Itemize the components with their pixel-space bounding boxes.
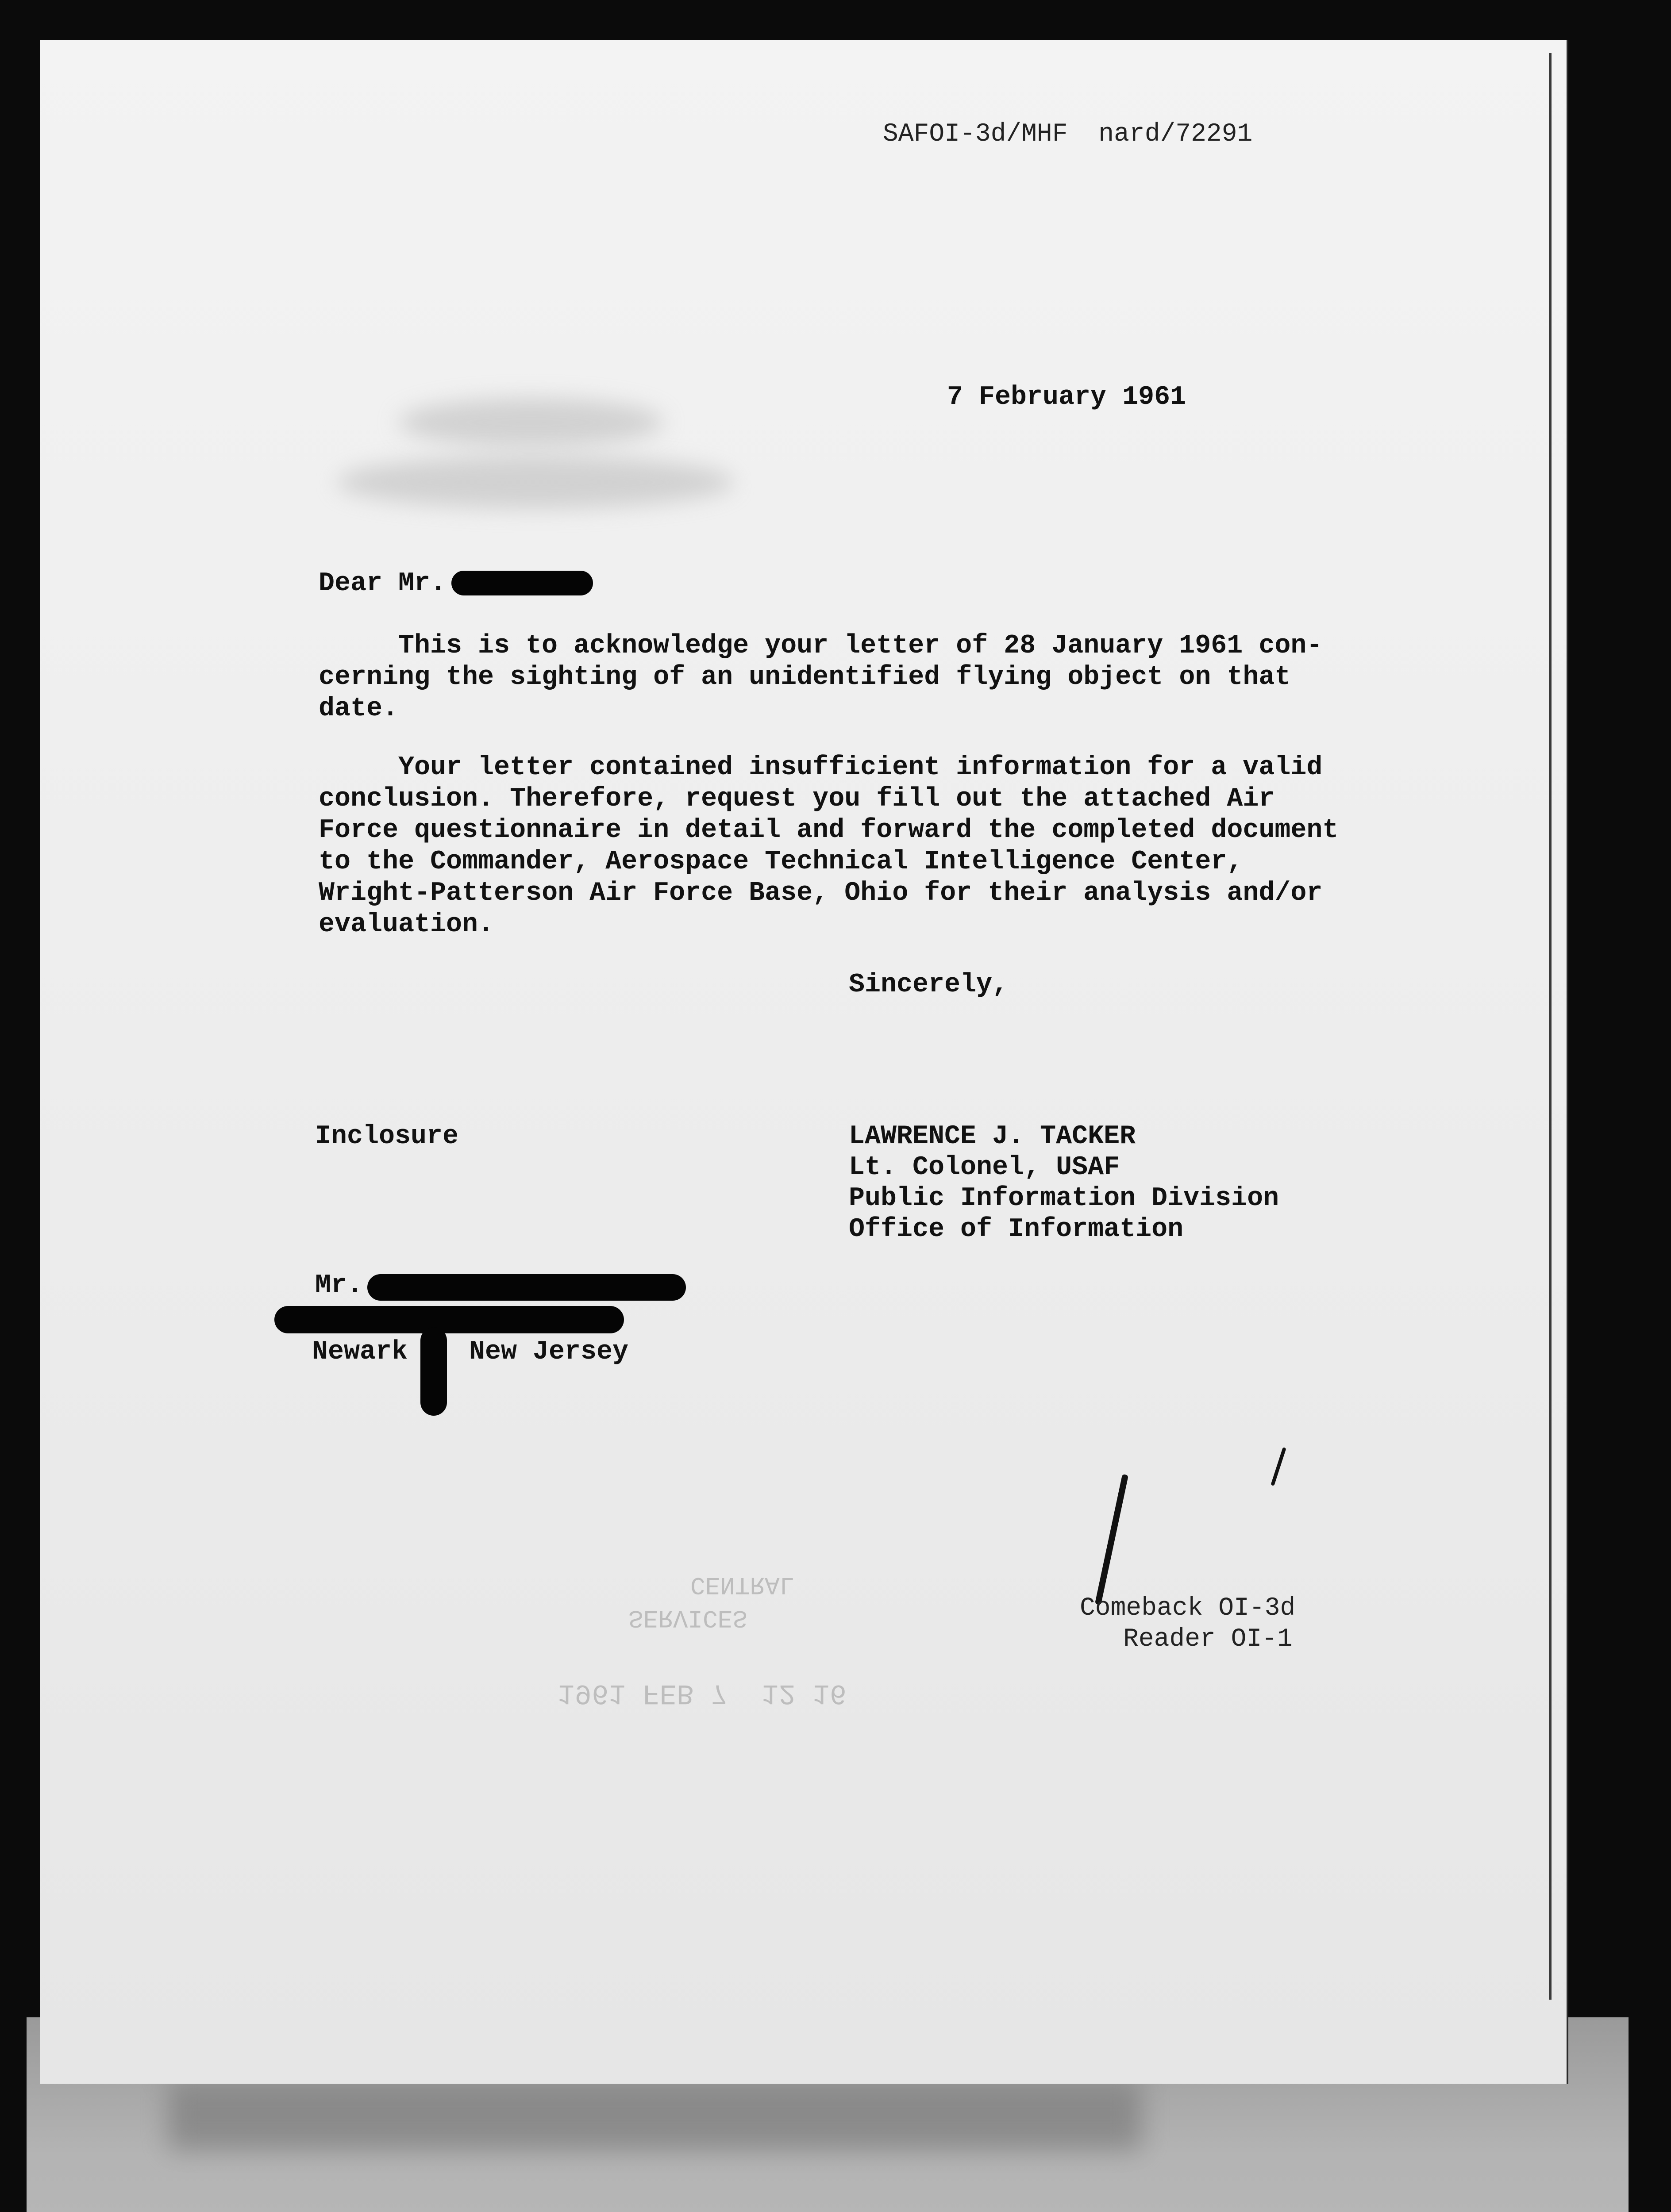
signer-name: LAWRENCE J. TACKER: [849, 1121, 1136, 1152]
stamp-line-2: SERVICES: [628, 1604, 747, 1632]
signer-division: Public Information Division: [849, 1183, 1279, 1214]
stamp-line-1: CENTRAL: [690, 1571, 795, 1599]
closing: Sincerely,: [849, 970, 1009, 1000]
addressee-city: Newark: [312, 1337, 408, 1367]
signer-rank: Lt. Colonel, USAF: [849, 1152, 1120, 1183]
routing-reader: Reader OI-1: [1123, 1625, 1293, 1654]
stamp-line-3: 1961 FEB 7 12 16: [558, 1677, 847, 1709]
body-paragraph-2: Your letter contained insufficient information for a valid conclusion. Therefore, request you fill out the attached Air Force questionnaire in detail and forward the completed document to the Commander, Aerospace Technical Intelligence Center, Wright-Patterson Air Force Base, Ohio for their analysis and/or evaluation.: [319, 753, 1339, 940]
signer-office: Office of Information: [849, 1214, 1184, 1244]
enclosure-note: Inclosure: [315, 1121, 459, 1152]
addressee-title: Mr.: [315, 1271, 363, 1301]
body-paragraph-1: This is to acknowledge your letter of 28 January 1961 con- cerning the sighting of an unidentified flying object on that date.: [319, 631, 1323, 724]
bleed-through-smudge: [336, 456, 735, 509]
addressee-state: New Jersey: [469, 1337, 629, 1367]
redaction-bar: [367, 1274, 686, 1301]
reference-code: SAFOI-3d/MHF nard/72291: [883, 120, 1253, 149]
sheet-edge: [1549, 53, 1552, 2000]
salutation: Dear Mr.: [319, 568, 447, 599]
redaction-bar: [420, 1327, 447, 1416]
redaction-bar: [274, 1306, 624, 1333]
backing-shadow: [168, 2079, 1142, 2150]
letter-date: 7 February 1961: [947, 382, 1186, 412]
routing-comeback: Comeback OI-3d: [1080, 1594, 1296, 1623]
redaction-bar: [451, 571, 593, 595]
bleed-through-smudge: [398, 398, 664, 447]
letter-sheet: [40, 40, 1568, 2084]
